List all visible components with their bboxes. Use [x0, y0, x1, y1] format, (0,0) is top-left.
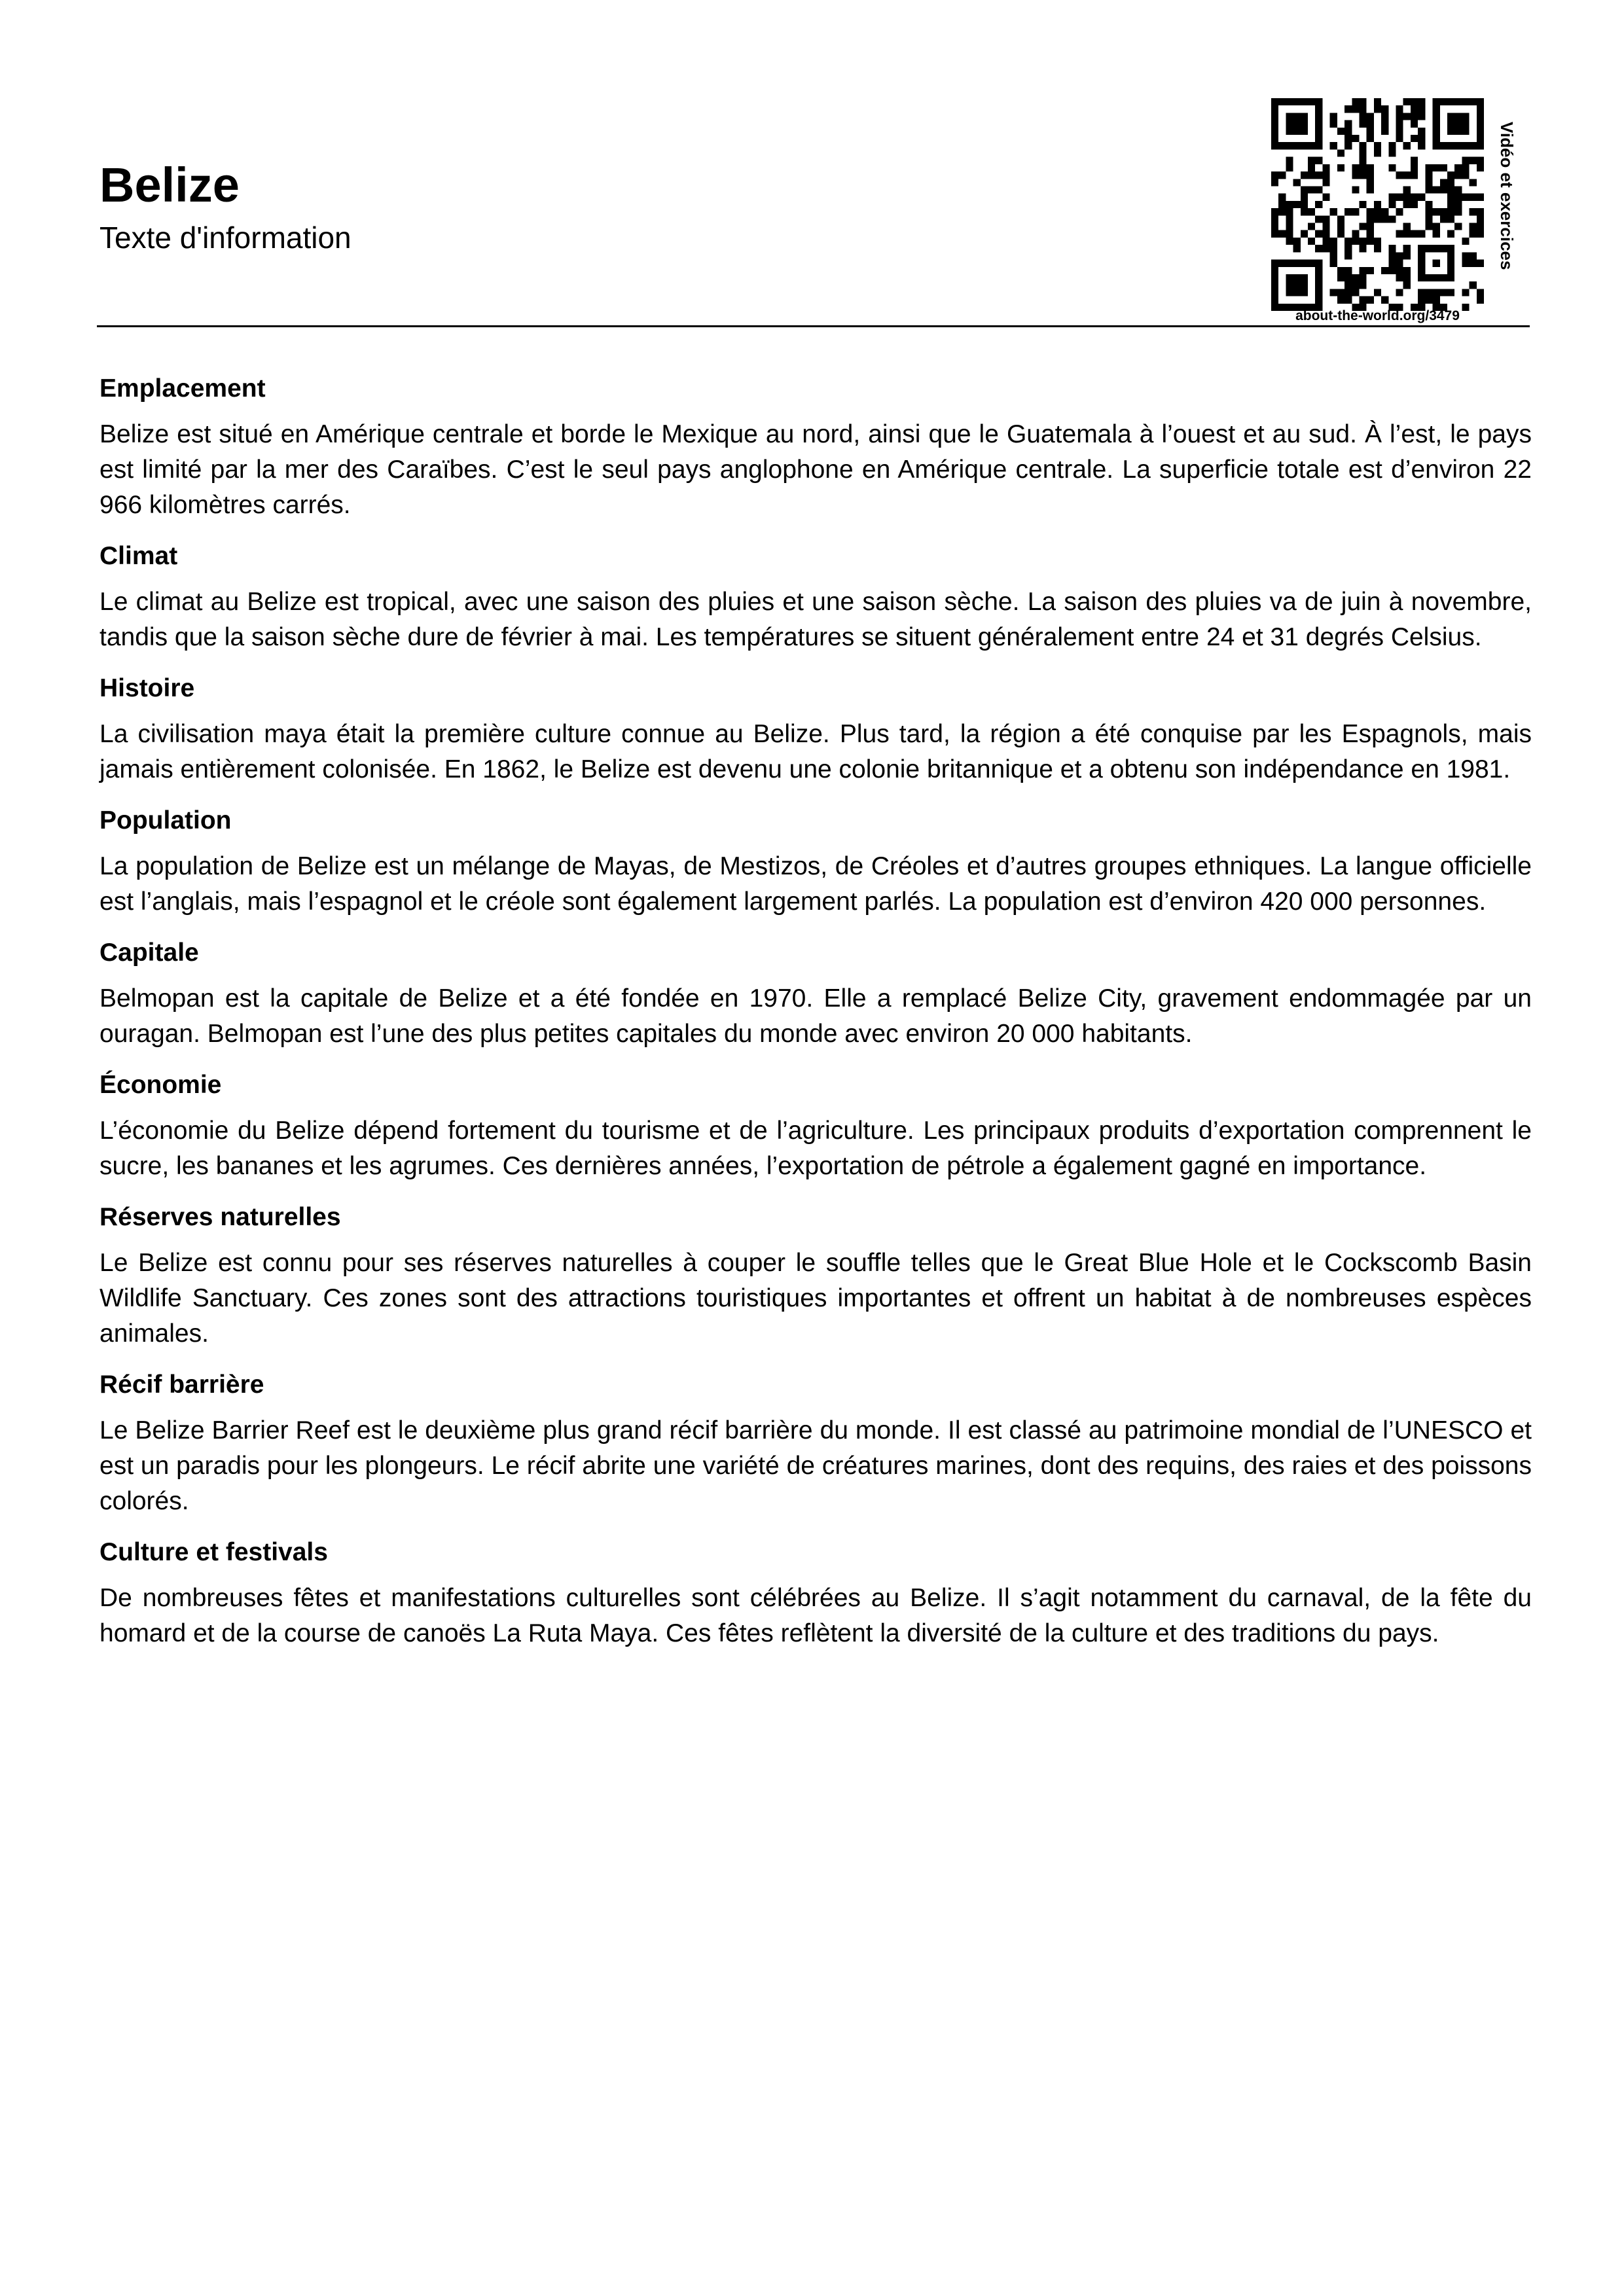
section-heading: Emplacement — [99, 374, 266, 403]
section-paragraph: Le Belize Barrier Reef est le deuxième plus grand récif barrière du monde. Il est classé au patrimoine mondial de l’UNESCO et est un paradis pour les plongeurs. Le récif abrite une variété de créatures marines, dont des requins, des raies et des poissons colorés. — [99, 1416, 1532, 1515]
section-capitale — [99, 934, 1532, 1052]
section-heading: Population — [99, 806, 232, 834]
section-paragraph: Belize est situé en Amérique centrale et borde le Mexique au nord, ainsi que le Guatemala à l’ouest et au sud. À l’est, le pays est limité par la mer des Caraïbes. C’est le seul pays anglophone en Amérique centrale. La superficie totale est d’environ 22 966 kilomètres carrés. — [99, 420, 1532, 519]
section-heading: Réserves naturelles — [99, 1203, 341, 1231]
section-paragraph: La population de Belize est un mélange de Mayas, de Mestizos, de Créoles et d’autres groupes ethniques. La langue officielle est l’anglais, mais l’espagnol et le créole sont également largement parlés. La population est d’environ 420 000 personnes. — [99, 852, 1532, 916]
qr-code-icon[interactable] — [1271, 98, 1484, 311]
section-heading: Histoire — [99, 674, 195, 702]
section-heading: Récif barrière — [99, 1371, 264, 1399]
qr-side-label: Vidéo et exercices — [1497, 122, 1517, 270]
header-divider — [97, 325, 1530, 327]
section-paragraph: L’économie du Belize dépend fortement du tourisme et de l’agriculture. Les principaux produits d’exportation comprennent le sucre, les bananes et les agrumes. Ces dernières années, l’exportation de pétrole a également gagné en importance. — [99, 1117, 1532, 1180]
page-subtitle: Texte d'information — [99, 221, 352, 255]
qr-block — [1271, 98, 1524, 326]
section-paragraph: La civilisation maya était la première culture connue au Belize. Plus tard, la région a été conquise par les Espagnols, mais jamais entièrement colonisée. En 1862, le Belize est devenu une colonie britannique et a obtenu son indépendance en 1981. — [99, 720, 1532, 783]
section-economie — [99, 1066, 1532, 1184]
section-paragraph: Belmopan est la capitale de Belize et a été fondée en 1970. Elle a remplacé Belize City, gravement endommagée par un ouragan. Belmopan est l’une des plus petites capitales du monde avec environ 20 000 habitants. — [99, 984, 1532, 1048]
section-paragraph: Le Belize est connu pour ses réserves naturelles à couper le souffle telles que le Great Blue Hole et le Cockscomb Basin Wildlife Sanctuary. Ces zones sont des attractions touristiques importantes et offrent un habitat à de nombreuses espèces animales. — [99, 1249, 1532, 1348]
qr-url-link[interactable]: about-the-world.org/3479 — [1295, 308, 1460, 323]
section-paragraph: Le climat au Belize est tropical, avec une saison des pluies et une saison sèche. La saison des pluies va de juin à novembre, tandis que la saison sèche dure de février à mai. Les températures se situent généralement entre 24 et 31 degrés Celsius. — [99, 588, 1532, 651]
section-population — [99, 802, 1532, 920]
page-header — [99, 98, 1530, 326]
article-body — [99, 370, 1532, 1666]
section-climat — [99, 537, 1532, 655]
section-culture-festivals — [99, 1534, 1532, 1651]
section-heading: Culture et festivals — [99, 1538, 328, 1566]
section-recif-barriere — [99, 1366, 1532, 1519]
section-paragraph: De nombreuses fêtes et manifestations culturelles sont célébrées au Belize. Il s’agit notamment du carnaval, de la fête du homard et de la course de canoës La Ruta Maya. Ces fêtes reflètent la diversité de la culture et des traditions du pays. — [99, 1584, 1532, 1647]
section-heading: Climat — [99, 542, 178, 570]
section-histoire — [99, 670, 1532, 787]
page-title: Belize — [99, 158, 240, 212]
section-emplacement — [99, 370, 1532, 523]
section-heading: Capitale — [99, 939, 199, 967]
section-heading: Économie — [99, 1071, 222, 1099]
section-reserves-naturelles — [99, 1198, 1532, 1352]
